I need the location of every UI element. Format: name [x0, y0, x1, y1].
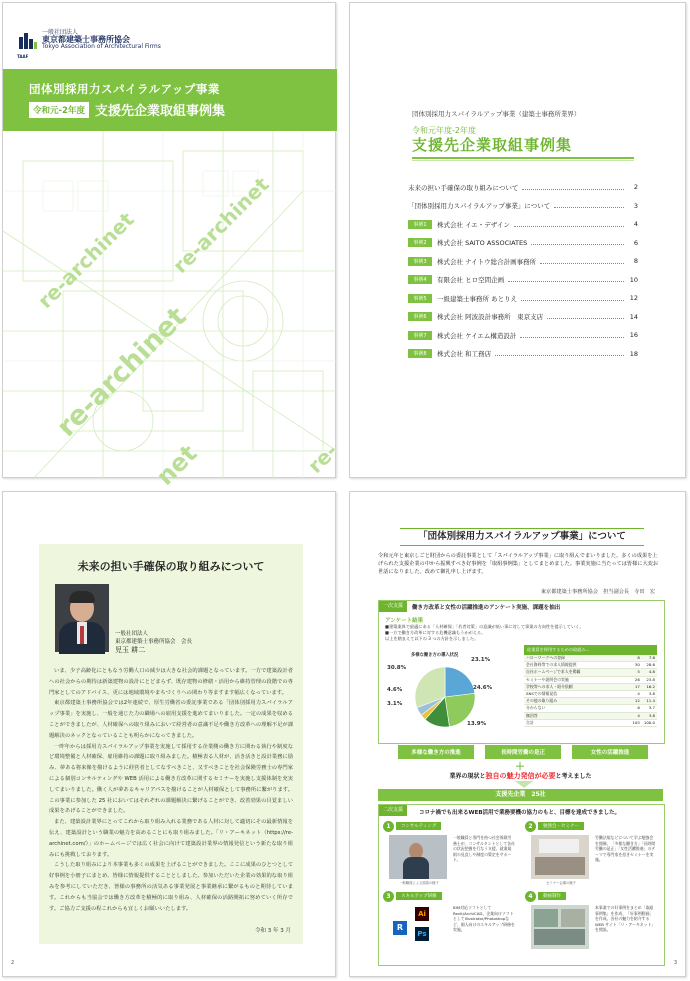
pie-slice [445, 667, 475, 697]
row-value: 8 [627, 655, 642, 662]
message-date: 令和 3 年 3 月 [255, 928, 291, 934]
row-label: 学校等への求人・紹介依頼 [524, 683, 627, 690]
toc-rule [412, 157, 634, 159]
plus-icon: ＋ [515, 762, 525, 773]
case-tag: 事例5 [408, 294, 432, 303]
pie-label: 30.8% [387, 665, 407, 671]
message-paragraph: 東京都建築士事務所協会では2年連続で、厚生労働省の委託事業である「団体別採用力スパイラルアップ事業」を実施し、一般を通じた力の職場への雇用支援を進めてまいりました。一定の成果を収めることができましたが、人材確保への取り組みにおいて経営者の意識不足や働き方改革への理解不足が課題解決のネックとなっていることも明らかになってきました。 [49, 700, 293, 739]
row-label: ハローワークへの登録 [524, 655, 627, 662]
table-row [524, 705, 657, 712]
row-value: 28.6 [642, 662, 657, 669]
row-label: その他の取り組み [524, 698, 627, 705]
table-row [524, 719, 657, 726]
support-card: 2 勉強会・セミナー 労働法規などについて学ぶ勉強会を開催。「多様な働き方」「長時間労働の是正」「女性活躍推進」のテーマで専門家を招きセミナーを実施。 セミナー会場の様子 [525, 821, 659, 889]
section-title: 働き方改革と女性の活躍推進のアンケート実施、課題を抽出 [412, 604, 561, 611]
row-label: セミナーや説明会の実施 [524, 676, 627, 683]
row-label: 自社ホームページで求人を掲載 [524, 669, 627, 676]
toc-entry[interactable]: 事例4 有限会社 ヒロ空間企画 10 [408, 271, 638, 290]
photoshop-icon: Ps [415, 927, 429, 941]
case-tag: 事例6 [408, 312, 432, 321]
cover-watermark-3: re-archinet [51, 301, 193, 443]
pie-title: 多様な働き方の導入状況 [411, 653, 459, 658]
row-value: 6 [627, 705, 642, 712]
president-credit: 一般社団法人 東京都建築士事務所協会 会長 児玉 耕二 [115, 631, 193, 654]
policy-pill: 女性の活躍推進 [572, 745, 648, 759]
building-logo-icon [17, 29, 39, 51]
survey-table-body [524, 655, 657, 727]
support-card: 1 コンサルティング 一般職員と専門を持つ社会保険労務士が、コンサルタントとして各社の状況把握を行なう支援、就業規則の見直しや制度の策定をサポート。 一般職員による面談の様子 [383, 821, 517, 889]
down-arrow-icon [515, 781, 533, 788]
toc-entry[interactable]: 事例7 株式会社 ケイエム構造設計 16 [408, 326, 638, 345]
row-value: 16.2 [642, 683, 657, 690]
table-row [524, 683, 657, 690]
page-number: 2 [11, 960, 15, 966]
message-paragraph: いま、少子高齢化にともなう労働人口の減少は大きな社会的課題となっています。一方で建築設計者への社会からの期待は新築建物の設計にとどまらず、既存建物の修繕・活用から維持管理の段階での専門家としてのアドバイス、更には地域環境やまちづくりへの関わり等ますます幅広くなっています。 [49, 668, 293, 696]
strategy-line: 業界の現状と独自の魅力発信が必要と考えました [449, 772, 592, 780]
software-icons [389, 905, 447, 949]
row-value: 23.8 [642, 676, 657, 683]
illustrator-icon: Ai [415, 907, 429, 921]
row-value: 5.7 [642, 705, 657, 712]
toc-entry[interactable]: 事例2 株式会社 SAITO ASSOCIATES 6 [408, 234, 638, 253]
pie-svg [387, 657, 517, 737]
row-value: 4 [627, 690, 642, 697]
toc-entry[interactable]: 「団体別採用力スパイラルアップ事業」について 3 [408, 201, 638, 211]
support-card: 3 スキルアップ研修 Ai R Ps BIM対応ソフトとしてRevit/ArchiCAD、企業向けソフトとしてIllustrator/Photoshopなど、個人向けのスキルアップ研修を実施。 [383, 891, 517, 959]
row-value: 105 [627, 719, 642, 726]
row-label: 合計 [524, 719, 627, 726]
table-row [524, 676, 657, 683]
cover-watermark-2: re-archinet [33, 207, 139, 313]
row-label: SNSでの情報発信 [524, 690, 627, 697]
message-page [2, 491, 336, 977]
seminar-photo [531, 835, 589, 879]
toc-entry[interactable]: 事例6 株式会社 阿波設計事務所 東京支店 14 [408, 308, 638, 327]
table-header: 従業員を採用するための取組み... [524, 645, 657, 655]
table-row [524, 690, 657, 697]
pie-chart [387, 657, 517, 737]
president-name: 児玉 耕二 [115, 646, 146, 654]
policy-pill: 長時間労働の是正 [485, 745, 561, 759]
consulting-photo [389, 835, 447, 879]
blueprint-artwork [3, 131, 343, 491]
president-portrait [55, 584, 109, 652]
pie-label: 23.1% [471, 657, 491, 663]
row-value: 11.4 [642, 698, 657, 705]
toc-title: 支援先企業取組事例集 [412, 136, 573, 154]
case-tag: 事例2 [408, 238, 432, 247]
cover-year-badge: 令和元-2年度 [29, 102, 89, 118]
pie-label: 4.6% [387, 687, 403, 693]
toc-entry[interactable]: 事例3 株式会社 ナイトウ総合計画事務所 8 [408, 252, 638, 271]
section-lead: コロナ禍でも出来るWEB活用で業務要機の協力のもと、目標を達成できました。 [419, 810, 621, 816]
row-value: 3.8 [642, 690, 657, 697]
toc-page [349, 2, 686, 478]
row-label: 会社資料等での求人情報提供 [524, 662, 627, 669]
org-name: 東京都建築士事務所協会 [42, 35, 130, 44]
case-tag: 事例7 [408, 331, 432, 340]
first-support-section [378, 600, 665, 744]
message-paragraph: 一昨年からは採用力スパイラルアップ事業を実施して採用する企業側の働き方に関わる執行や制度など環境整備と人材確保、雇用維持の課題に取り組みました。積極表る人材が、活き活きと設計業務に励み、夢ある将来像を描けるように経営者としてなすべきこと、又すべきことを社会保険労務士の専門家による個別コンサルティングや WEB 活用による働き方改革に関するセミナーを実施し支援体制を充実してまいりました。働く人が夢あるキャリアパスを描けることが人材確保として事務所に繋がります。この事業に参加した 25 社においてはそれぞれの課題解決に繋げることができ、改善効果の目覚ましい成果をあげることができました。 [49, 743, 293, 815]
table-row [524, 655, 657, 662]
org-name-en: Tokyo Association of Architectural Firms [42, 43, 161, 50]
toc-list [408, 178, 638, 363]
table-row [524, 712, 657, 719]
org-small: 一般社団法人 [42, 29, 79, 36]
second-support-section [378, 804, 665, 966]
cover-title: 団体別採用力スパイラルアップ事業 [29, 82, 220, 96]
cover-watermark-5: re- [303, 438, 343, 478]
cover-watermark-1: re-archinet [168, 172, 274, 278]
policy-pill: 多様な働き方の推進 [398, 745, 474, 759]
row-value: 26 [627, 676, 642, 683]
row-value: 5 [627, 669, 642, 676]
toc-entry[interactable]: 未来の担い手確保の取り組みについて 2 [408, 183, 638, 192]
about-intro: 令和元年と東京しごと財団からの委託事業として「スパイラルアップ事業」に取り組んでまいりました。多くの成果を上げられた支援企業の中から振興すべき好事例を「取組事例集」としてまとめました。事業実施に当たっては皆様に大変お世話になりました。改めて御礼申し上げます。 [378, 553, 659, 575]
about-signature: 東京都建築士事務所協会 担当副会長 寺田 宏 [540, 589, 655, 595]
toc-entry[interactable]: 事例5 一級建築士事務所 あとりえ 12 [408, 289, 638, 308]
table-row [524, 662, 657, 669]
table-row [524, 669, 657, 676]
org-logo [17, 29, 161, 51]
row-value: 7.6 [642, 655, 657, 662]
row-value: 4.8 [642, 669, 657, 676]
support-card: 4 動画制作 本事業での好事例をまとめ「取組事例集」を作成、「好事例動画」を作成。各社の魅力を紹介するWEB サイト「リ・アーキネット」を開設。 [525, 891, 659, 959]
about-page [349, 491, 686, 977]
row-value: 3.8 [642, 712, 657, 719]
toc-year: 令和元年度-2年度 [412, 126, 476, 135]
about-title: 「団体別採用力スパイラルアップ事業」について [400, 528, 644, 546]
message-paragraph: また、建築設計業界にとってこれから取り組み入れる業務である人材に対して適切にその最新情報を伝え、建築設計という職業の魅力を高めることにも取り組みました。「リ・アーキネット（https://re-archinet.com/）」のホームページでは広く社会に向けて建築設計業界の情報発信という新たな取り組みにも挑戦しております。 [49, 819, 293, 858]
toc-subtitle: 団体別採用力スパイラルアップ事業（建築士事務所業界） [412, 110, 581, 118]
cover-watermark-4: net [151, 439, 203, 491]
policy-pills [398, 745, 648, 759]
cover-subtitle: 支援先企業取組事例集 [95, 104, 226, 119]
case-tag: 事例1 [408, 220, 432, 229]
row-value: 30 [627, 662, 642, 669]
row-value: 100.0 [643, 719, 655, 725]
toc-entry[interactable]: 事例1 株式会社 イエ・デザイン 4 [408, 215, 638, 234]
pie-label: 13.9% [467, 721, 487, 727]
toc-rule-thin [412, 160, 634, 161]
case-tag: 事例3 [408, 257, 432, 266]
row-label: 分からない [524, 705, 627, 712]
section-tag: 一次支援 [379, 601, 407, 612]
survey-table [524, 645, 657, 727]
row-label: 無回答 [524, 712, 627, 719]
case-tag: 事例4 [408, 275, 432, 284]
row-value: 12 [627, 698, 642, 705]
toc-entry[interactable]: 事例8 株式会社 和工務店 18 [408, 345, 638, 364]
survey-heading: アンケート結果 [385, 618, 424, 624]
cover-page [2, 2, 343, 491]
revit-icon: R [393, 921, 407, 935]
table-row [524, 698, 657, 705]
message-panel [39, 544, 303, 944]
pie-label: 3.1% [387, 701, 403, 707]
survey-notes: ■建築業界で最適にある「人材確保」「若者対策」の意識が低い事に対して事業の方向性を提示していく。 ■一方で働き方改革に対する危機意識もうかがえる。 以上を踏まえて以下の 3 つの方針を示しました。 [385, 624, 584, 641]
logo-abbreviation: TAAF [17, 54, 29, 59]
section-tag: 二次支援 [379, 805, 407, 816]
case-tag: 事例8 [408, 349, 432, 358]
message-body [49, 666, 293, 914]
message-paragraph: こうした取り組みにより本事業も多くの成果を上げることができました。ここに成果のひとつとして好事例を小冊子にまとめ、皆様に情報提供することとしました。参加いただいた企業の効果的な取り組みを参考にしていただき、皆様の事務所の活気ある事業発展と事業継承に繋がるものと期待しています。これからも当協会では働き方改革を積極的に取り組み、人材確保の活路開拓に努めていく所存です。ご協力ご支援の程これからも宜しくお願いいたします。 [49, 862, 293, 912]
message-title: 未来の担い手確保の取り組みについて [77, 560, 265, 573]
supported-count-band: 支援先企業 25社 [378, 789, 663, 801]
video-thumbnail [531, 905, 589, 949]
row-value: 4 [627, 712, 642, 719]
cover-title-band [3, 69, 337, 131]
row-value: 17 [627, 683, 642, 690]
pie-label: 24.6% [473, 685, 493, 691]
page-number: 3 [673, 960, 677, 966]
